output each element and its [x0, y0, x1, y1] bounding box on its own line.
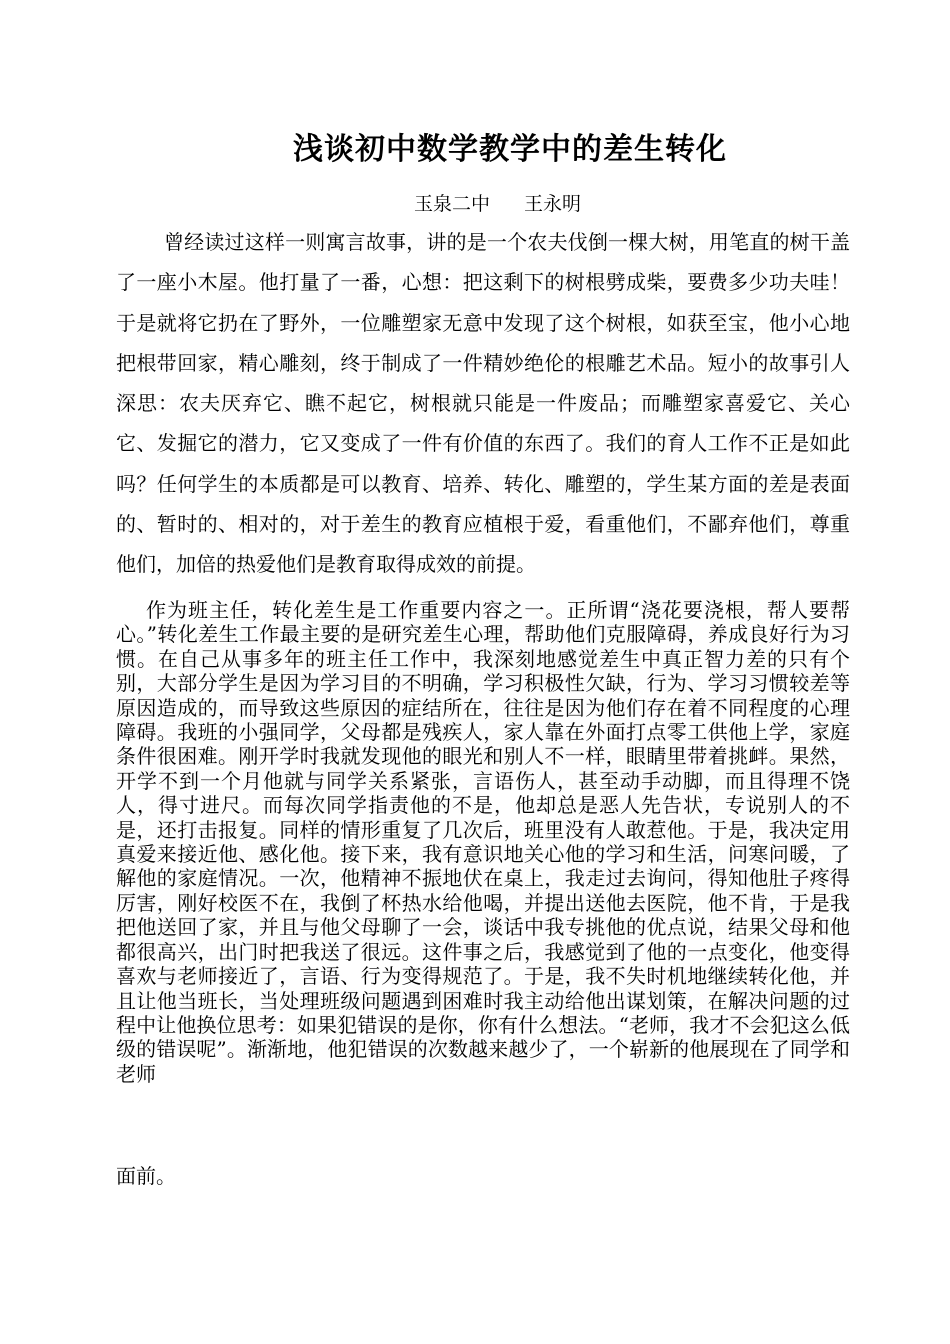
author-school: 玉泉二中: [413, 193, 490, 215]
paragraph-case-study: 作为班主任，转化差生是工作重要内容之一。正所谓“浇花要浇根，帮人要帮心。”转化差生工作最主要的是研究差生心理，帮助他们克服障碍，养成良好行为习惯。在自己从事多年的班主任工作中，我深刻地感觉差生中真正智力差的只有个别，大部分学生是因为学习目的不明确，学习积极性欠缺，行为、学习习惯较差等原因造成的，而导致这些原因的症结所在，往往是因为他们存在着不同程度的心理障碍。我班的小强同学，父母都是残疾人，家人靠在外面打点零工供他上学，家庭条件很困难。刚开学时我就发现他的眼光和别人不一样，眼睛里带着挑衅。果然，开学不到一个月他就与同学关系紧张，言语伤人，甚至动手动脚，而且得理不饶人，得寸进尺。而每次同学指责他的不是，他却总是恶人先告状，专说别人的不是，还打击报复。同样的情形重复了几次后，班里没有人敢惹他。于是，我决定用真爱来接近他、感化他。接下来，我有意识地关心他的学习和生活，问寒问暖，了解他的家庭情况。一次，他精神不振地伏在桌上，我走过去询问，得知他肚子疼得厉害，刚好校医不在，我倒了杯热水给他喝，并提出送他去医院，他不肯，于是我把他送回了家，并且与他父母聊了一会，谈话中我专挑他的优点说，结果父母和他都很高兴，出门时把我送了很远。这件事之后，我感觉到了他的一点变化，他变得喜欢与老师接近了，言语、行为变得规范了。于是，我不失时机地继续转化他，并且让他当班长，当处理班级问题遇到困难时我主动给他出谋划策，在解决问题的过程中让他换位思考：如果犯错误的是你，你有什么想法。“老师，我才不会犯这么低级的错误呢”。渐渐地，他犯错误的次数越来越少了，一个崭新的他展现在了同学和老师: [116, 598, 850, 1086]
paragraph-case-study-ending: 面前。: [116, 1164, 176, 1188]
paragraph-intro: 曾经读过这样一则寓言故事，讲的是一个农夫伐倒一棵大树，用笔直的树干盖了一座小木屋。他打量了一番，心想：把这剩下的树根劈成柴，要费多少功夫哇！于是就将它扔在了野外，一位雕塑家无意中发现了这个树根，如获至宝，他小心地把根带回家，精心雕刻，终于制成了一件精妙绝伦的根雕艺术品。短小的故事引人深思：农夫厌弃它、瞧不起它，树根就只能是一件废品；而雕塑家喜爱它、关心它、发掘它的潜力，它又变成了一件有价值的东西了。我们的育人工作不正是如此吗？任何学生的本质都是可以教育、培养、转化、雕塑的，学生某方面的差是表面的、暂时的、相对的，对于差生的教育应植根于爱，看重他们，不鄙弃他们，尊重他们，加倍的热爱他们是教育取得成效的前提。: [116, 230, 850, 577]
page-title: 浅谈初中数学教学中的差生转化: [293, 132, 727, 167]
author-name: 王永明: [524, 193, 582, 215]
author-line: [0, 190, 950, 218]
